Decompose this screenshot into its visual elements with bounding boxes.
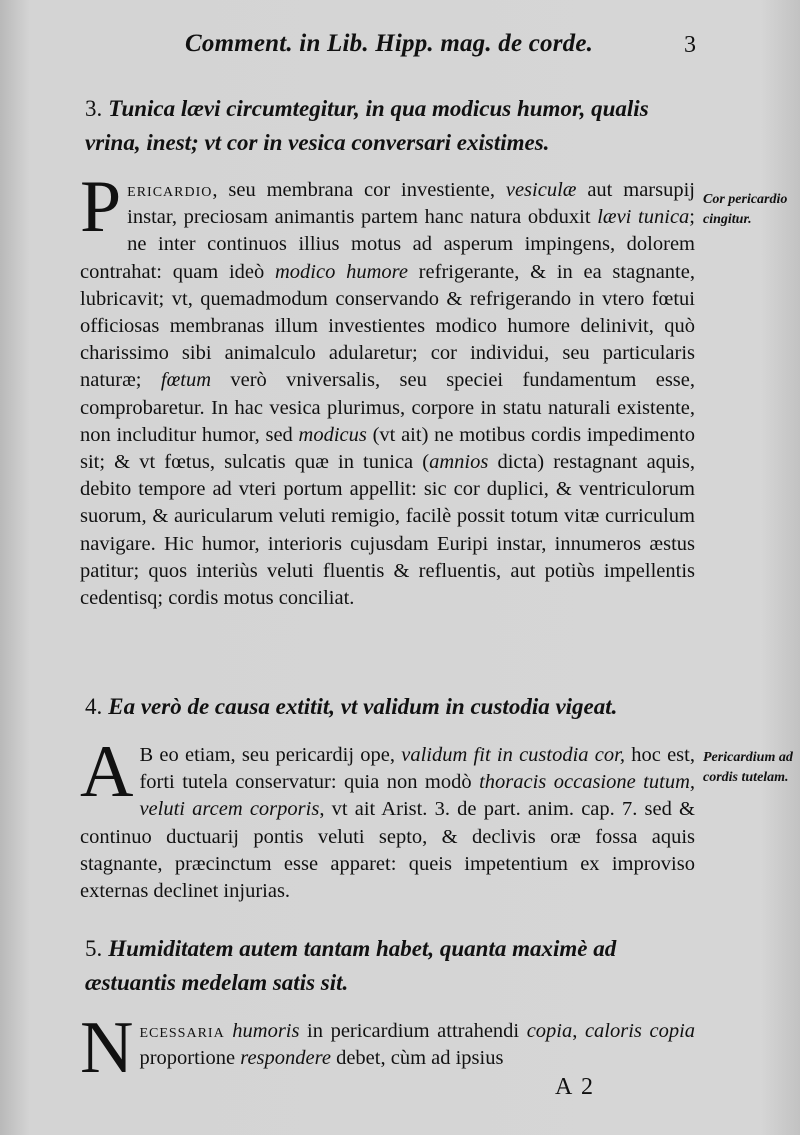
italic-run: vesiculæ <box>505 179 577 201</box>
text-run: aut marsupij instar, preciosam animantis partem hanc natura obduxit <box>127 179 695 229</box>
italic-run: thoracis occasione tutum, veluti arcem corporis <box>139 771 695 821</box>
running-head: Comment. in Lib. Hipp. mag. de corde. <box>185 30 594 57</box>
italic-run: amnios <box>429 451 489 474</box>
text-run: (vt ait) ne motibus cordis impedimento sit; & vt fœtus, sulcatis quæ in tunica ( <box>80 423 695 474</box>
italic-run: validum fit in custodia cor, <box>401 744 625 766</box>
drop-cap: P <box>80 166 122 248</box>
lemma-number: 4. <box>85 694 103 719</box>
commentary-paragraph-3 <box>80 166 695 612</box>
margin-note-3: Cor pericardio cingitur. <box>703 192 788 227</box>
drop-cap: A <box>80 731 134 813</box>
text-run: , seu membrana cor investiente, <box>212 179 506 201</box>
lead-word: ecessaria <box>139 1020 225 1042</box>
signature-mark: A 2 <box>555 1074 596 1100</box>
lemma-number: 5. <box>85 936 103 961</box>
text-run: debet, cùm ad ipsius <box>330 1047 504 1070</box>
drop-cap: N <box>80 1007 134 1089</box>
lead-word: ericardio <box>127 179 213 201</box>
text-run: dicta) restagnant aquis, debito tempore ad vteri portum appellit: sic cor duplici, & ventriculorum suorum, & auricularum veluti remigio, facilè possit totum vitæ curriculum navigare. Hic humor, interioris cujusdam Euripi instar, innumeros æstus patitur; quos interiùs veluti fluentis & refluentis, aut potiùs impellentis cedentisq; cordis motus conciliat. <box>80 451 695 610</box>
lemma-4 <box>85 690 695 724</box>
italic-run: humoris <box>232 1020 300 1042</box>
lemma-text: Tunica lævi circumtegitur, in qua modicus humor, qualis vrina, inest; vt cor in vesica conversari existimes. <box>85 96 649 155</box>
lemma-5 <box>85 932 695 1000</box>
lemma-text: Ea verò de causa extitit, vt validum in custodia vigeat. <box>108 694 618 719</box>
commentary-paragraph-4 <box>80 731 695 905</box>
lemma-3 <box>85 92 695 160</box>
italic-run: copia <box>526 1020 573 1042</box>
text-run: in pericardium attrahendi <box>299 1020 527 1042</box>
text-run: , vt ait Arist. 3. de part. anim. cap. 7. sed & continuo ductuarij pontis veluti septo, & declivis oræ fossa aquis stagnante, præcinctum esse apparet: queis impetentium ex improviso externas declinet injurias. <box>80 798 695 903</box>
italic-run: caloris copia <box>584 1020 696 1042</box>
lemma-text: Humiditatem autem tantam habet, quanta maximè ad æstuantis medelam satis sit. <box>85 936 617 995</box>
text-run: proportione <box>139 1047 241 1070</box>
italic-run: lævi tunica <box>597 206 690 229</box>
margin-note-4: Pericardium ad cordis tutelam. <box>703 750 793 785</box>
text-run: refrigerante, & in ea stagnante, lubricavit; vt, quemadmodum conservando & refrigerando in vtero fœtui officiosas membranas illum investientes modico humore delinivit, quò charissimo sibi animalculo adularetur; cor individui, seu particularis naturæ; <box>80 260 695 392</box>
text-run: verò vniversalis, seu speciei fundamentum esse, comprobaretur. In hac vesica plurimus, corpore in statu naturali existente, non includitur humor, sed <box>80 369 695 446</box>
page-number: 3 <box>684 32 696 58</box>
text-run: B eo etiam, seu pericardij ope, <box>139 744 402 766</box>
italic-run: modico humore <box>275 260 408 283</box>
italic-run: modicus <box>298 423 367 446</box>
italic-run: fœtum <box>160 369 211 392</box>
text-run: , <box>572 1020 585 1042</box>
text-run: hoc est, forti tutela conservatur: quia non modò <box>139 744 695 794</box>
lemma-number: 3. <box>85 96 103 121</box>
italic-run: respondere <box>240 1047 331 1070</box>
text-run: ; ne inter continuos illius motus ad asperum impingens, dolorem contrahat: quam ideò <box>80 206 695 283</box>
page-header <box>0 26 800 66</box>
